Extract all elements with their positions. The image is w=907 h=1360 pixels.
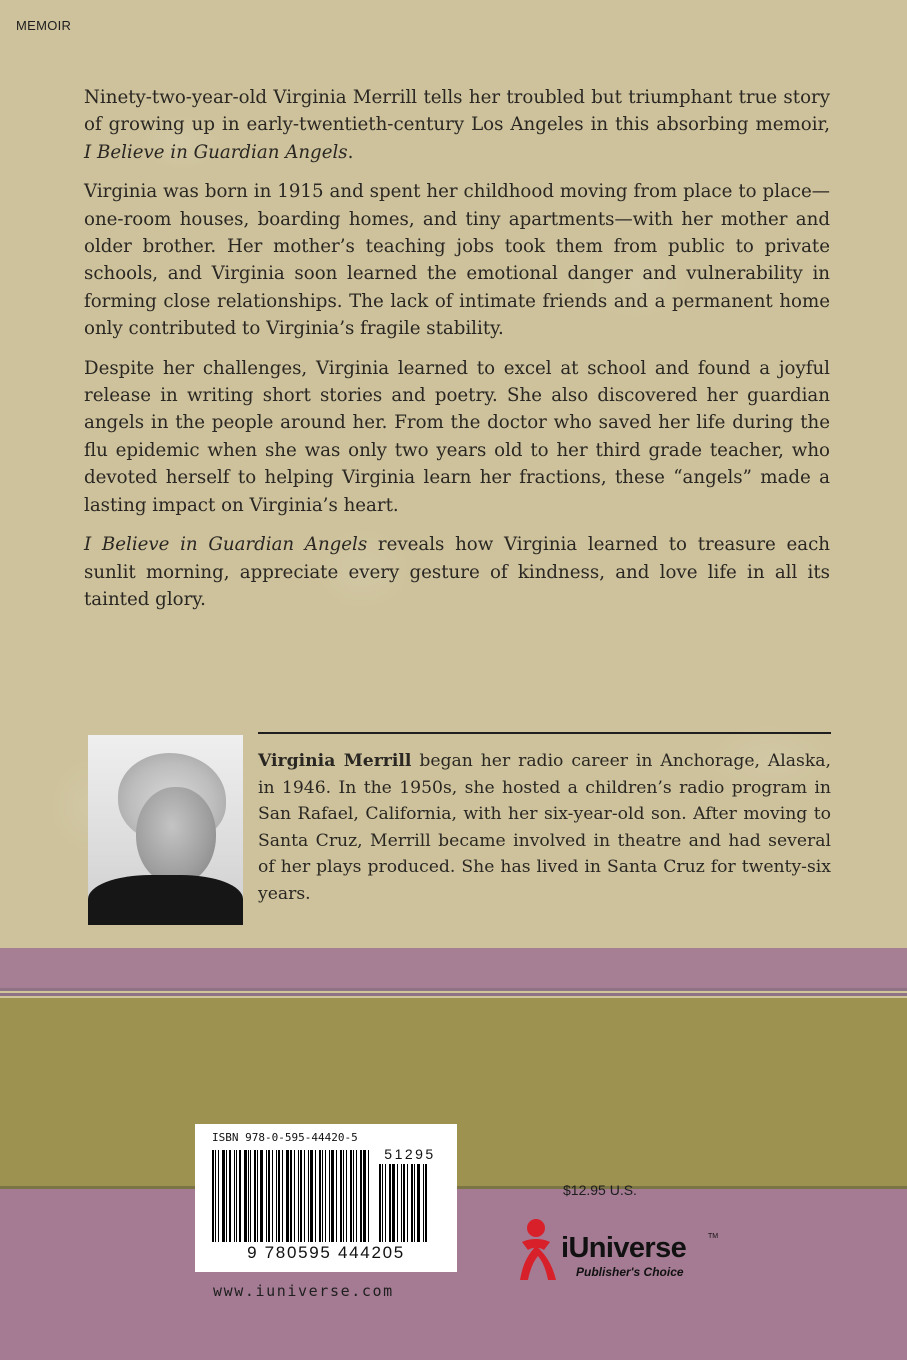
barcode-bar	[329, 1150, 330, 1242]
barcode-bar	[226, 1150, 227, 1242]
barcode-bar	[340, 1150, 342, 1242]
barcode-bar	[300, 1150, 302, 1242]
barcode-bar	[236, 1150, 237, 1242]
publisher-logo	[512, 1216, 732, 1286]
barcode-bar	[363, 1150, 366, 1242]
barcode-bar	[407, 1164, 408, 1242]
barcode-bar	[250, 1150, 251, 1242]
barcode-bar	[212, 1150, 214, 1242]
barcode-bar	[304, 1150, 305, 1242]
barcode-bar	[260, 1150, 263, 1242]
barcode-bar	[294, 1150, 295, 1242]
book-title-italic: I Believe in Guardian Angels	[84, 141, 348, 163]
barcode-bar	[268, 1150, 270, 1242]
barcode-bar	[257, 1150, 258, 1242]
barcode-bar	[308, 1150, 309, 1242]
barcode-bar	[325, 1150, 326, 1242]
barcode-bar	[392, 1164, 395, 1242]
barcode-bar	[401, 1164, 402, 1242]
barcode-bar	[425, 1164, 427, 1242]
ribbon-figure-icon	[512, 1216, 560, 1282]
isbn-number: ISBN 978-0-595-44420-5	[212, 1131, 358, 1144]
author-name: Virginia Merrill	[258, 751, 412, 771]
barcode-bar	[389, 1164, 391, 1242]
barcode-box	[195, 1124, 457, 1272]
barcode-bar	[331, 1150, 334, 1242]
publisher-name: iUniverse	[561, 1232, 687, 1264]
barcode-bar	[336, 1150, 337, 1242]
barcode-bar	[278, 1150, 280, 1242]
barcode-bar	[282, 1150, 283, 1242]
blurb-paragraph-1: Ninety-two-year-old Virginia Merrill tells her troubled but triumphant true story of growing up in early-twentieth-century Los Angeles in this absorbing memoir, I Believe in Guardian Angels.	[84, 87, 830, 163]
publisher-tagline: Publisher's Choice	[576, 1265, 684, 1279]
trademark-symbol: TM	[708, 1233, 719, 1240]
blurb-paragraph-4: I Believe in Guardian Angels reveals how Virginia learned to treasure each sunlit morning, appreciate every gesture of kindness, and love life in all its tainted glory.	[84, 534, 830, 610]
price-label: $12.95 U.S.	[563, 1182, 637, 1198]
book-blurb	[84, 84, 830, 625]
barcode-bar	[266, 1150, 267, 1242]
barcode-bar	[353, 1150, 354, 1242]
barcode-bar	[343, 1150, 344, 1242]
barcode-bar	[322, 1150, 324, 1242]
divider-line	[0, 988, 907, 991]
ean-digits: 9 780595 444205	[247, 1243, 405, 1262]
barcode-bar	[239, 1150, 241, 1242]
author-photo-shirt	[88, 875, 243, 925]
barcode-bar	[222, 1150, 225, 1242]
barcode-bar	[276, 1150, 277, 1242]
barcode-bar	[254, 1150, 256, 1242]
barcode-bar	[403, 1164, 405, 1242]
barcode-bar	[218, 1150, 219, 1242]
barcode-bar	[411, 1164, 413, 1242]
price-addon-digits: 51295	[384, 1146, 436, 1162]
barcode-bar	[397, 1164, 398, 1242]
barcode-bar	[414, 1164, 415, 1242]
barcode-bar	[310, 1150, 313, 1242]
genre-label: MEMOIR	[16, 18, 72, 33]
barcode-bar	[272, 1150, 273, 1242]
barcode-bar	[360, 1150, 362, 1242]
publisher-website: www.iuniverse.com	[213, 1282, 394, 1300]
book-title-italic: I Believe in Guardian Angels	[84, 534, 368, 556]
barcode-bar	[234, 1150, 235, 1242]
barcode-bar	[290, 1150, 292, 1242]
barcode-bar	[248, 1150, 249, 1242]
barcode-bar	[215, 1150, 216, 1242]
ean-barcode-bars	[212, 1150, 372, 1242]
barcode-bar	[350, 1150, 352, 1242]
author-photo-face	[136, 787, 216, 885]
author-section-rule	[258, 732, 831, 734]
barcode-bar	[244, 1150, 247, 1242]
barcode-bar	[286, 1150, 289, 1242]
blurb-paragraph-2: Virginia was born in 1915 and spent her childhood moving from place to place—one-room houses, boarding homes, and tiny apartments—with her mother and older brother. Her mother’s teaching jobs took them from public to private schools, and Virginia soon learned the emotional danger and vulnerability in forming close relationships. The lack of intimate friends and a permanent home only contributed to Virginia’s fragile stability.	[84, 181, 830, 340]
barcode-bar	[229, 1150, 231, 1242]
blurb-paragraph-3: Despite her challenges, Virginia learned to excel at school and found a joyful release in writing short stories and poetry. She also discovered her guardian angels in the people around her. From the doctor who saved her life during the flu epidemic when she was only two years old to her third grade teacher, who devoted herself to helping Virginia learn her fractions, these “angels” made a lasting impact on Virginia’s heart.	[84, 357, 830, 516]
barcode-bar	[385, 1164, 386, 1242]
barcode-bar	[315, 1150, 316, 1242]
barcode-bar	[319, 1150, 321, 1242]
divider-line	[0, 993, 907, 996]
barcode-bar	[382, 1164, 383, 1242]
barcode-bar	[346, 1150, 347, 1242]
author-bio: Virginia Merrill began her radio career in Anchorage, Alaska, in 1946. In the 1950s, she hosted a children’s radio program in San Rafael, California, with her six-year-old son. After moving to Santa Cruz, Merrill became involved in theatre and had several of her plays produced. She has lived in Santa Cruz for twenty-six years.	[258, 751, 831, 904]
barcode-bar	[417, 1164, 420, 1242]
barcode-bar	[368, 1150, 369, 1242]
barcode-bar	[298, 1150, 299, 1242]
barcode-bar	[379, 1164, 381, 1242]
addon-barcode-bars	[379, 1164, 441, 1242]
purple-band-top	[0, 948, 907, 988]
barcode-bar	[356, 1150, 357, 1242]
barcode-bar	[423, 1164, 424, 1242]
author-photo	[88, 735, 243, 925]
